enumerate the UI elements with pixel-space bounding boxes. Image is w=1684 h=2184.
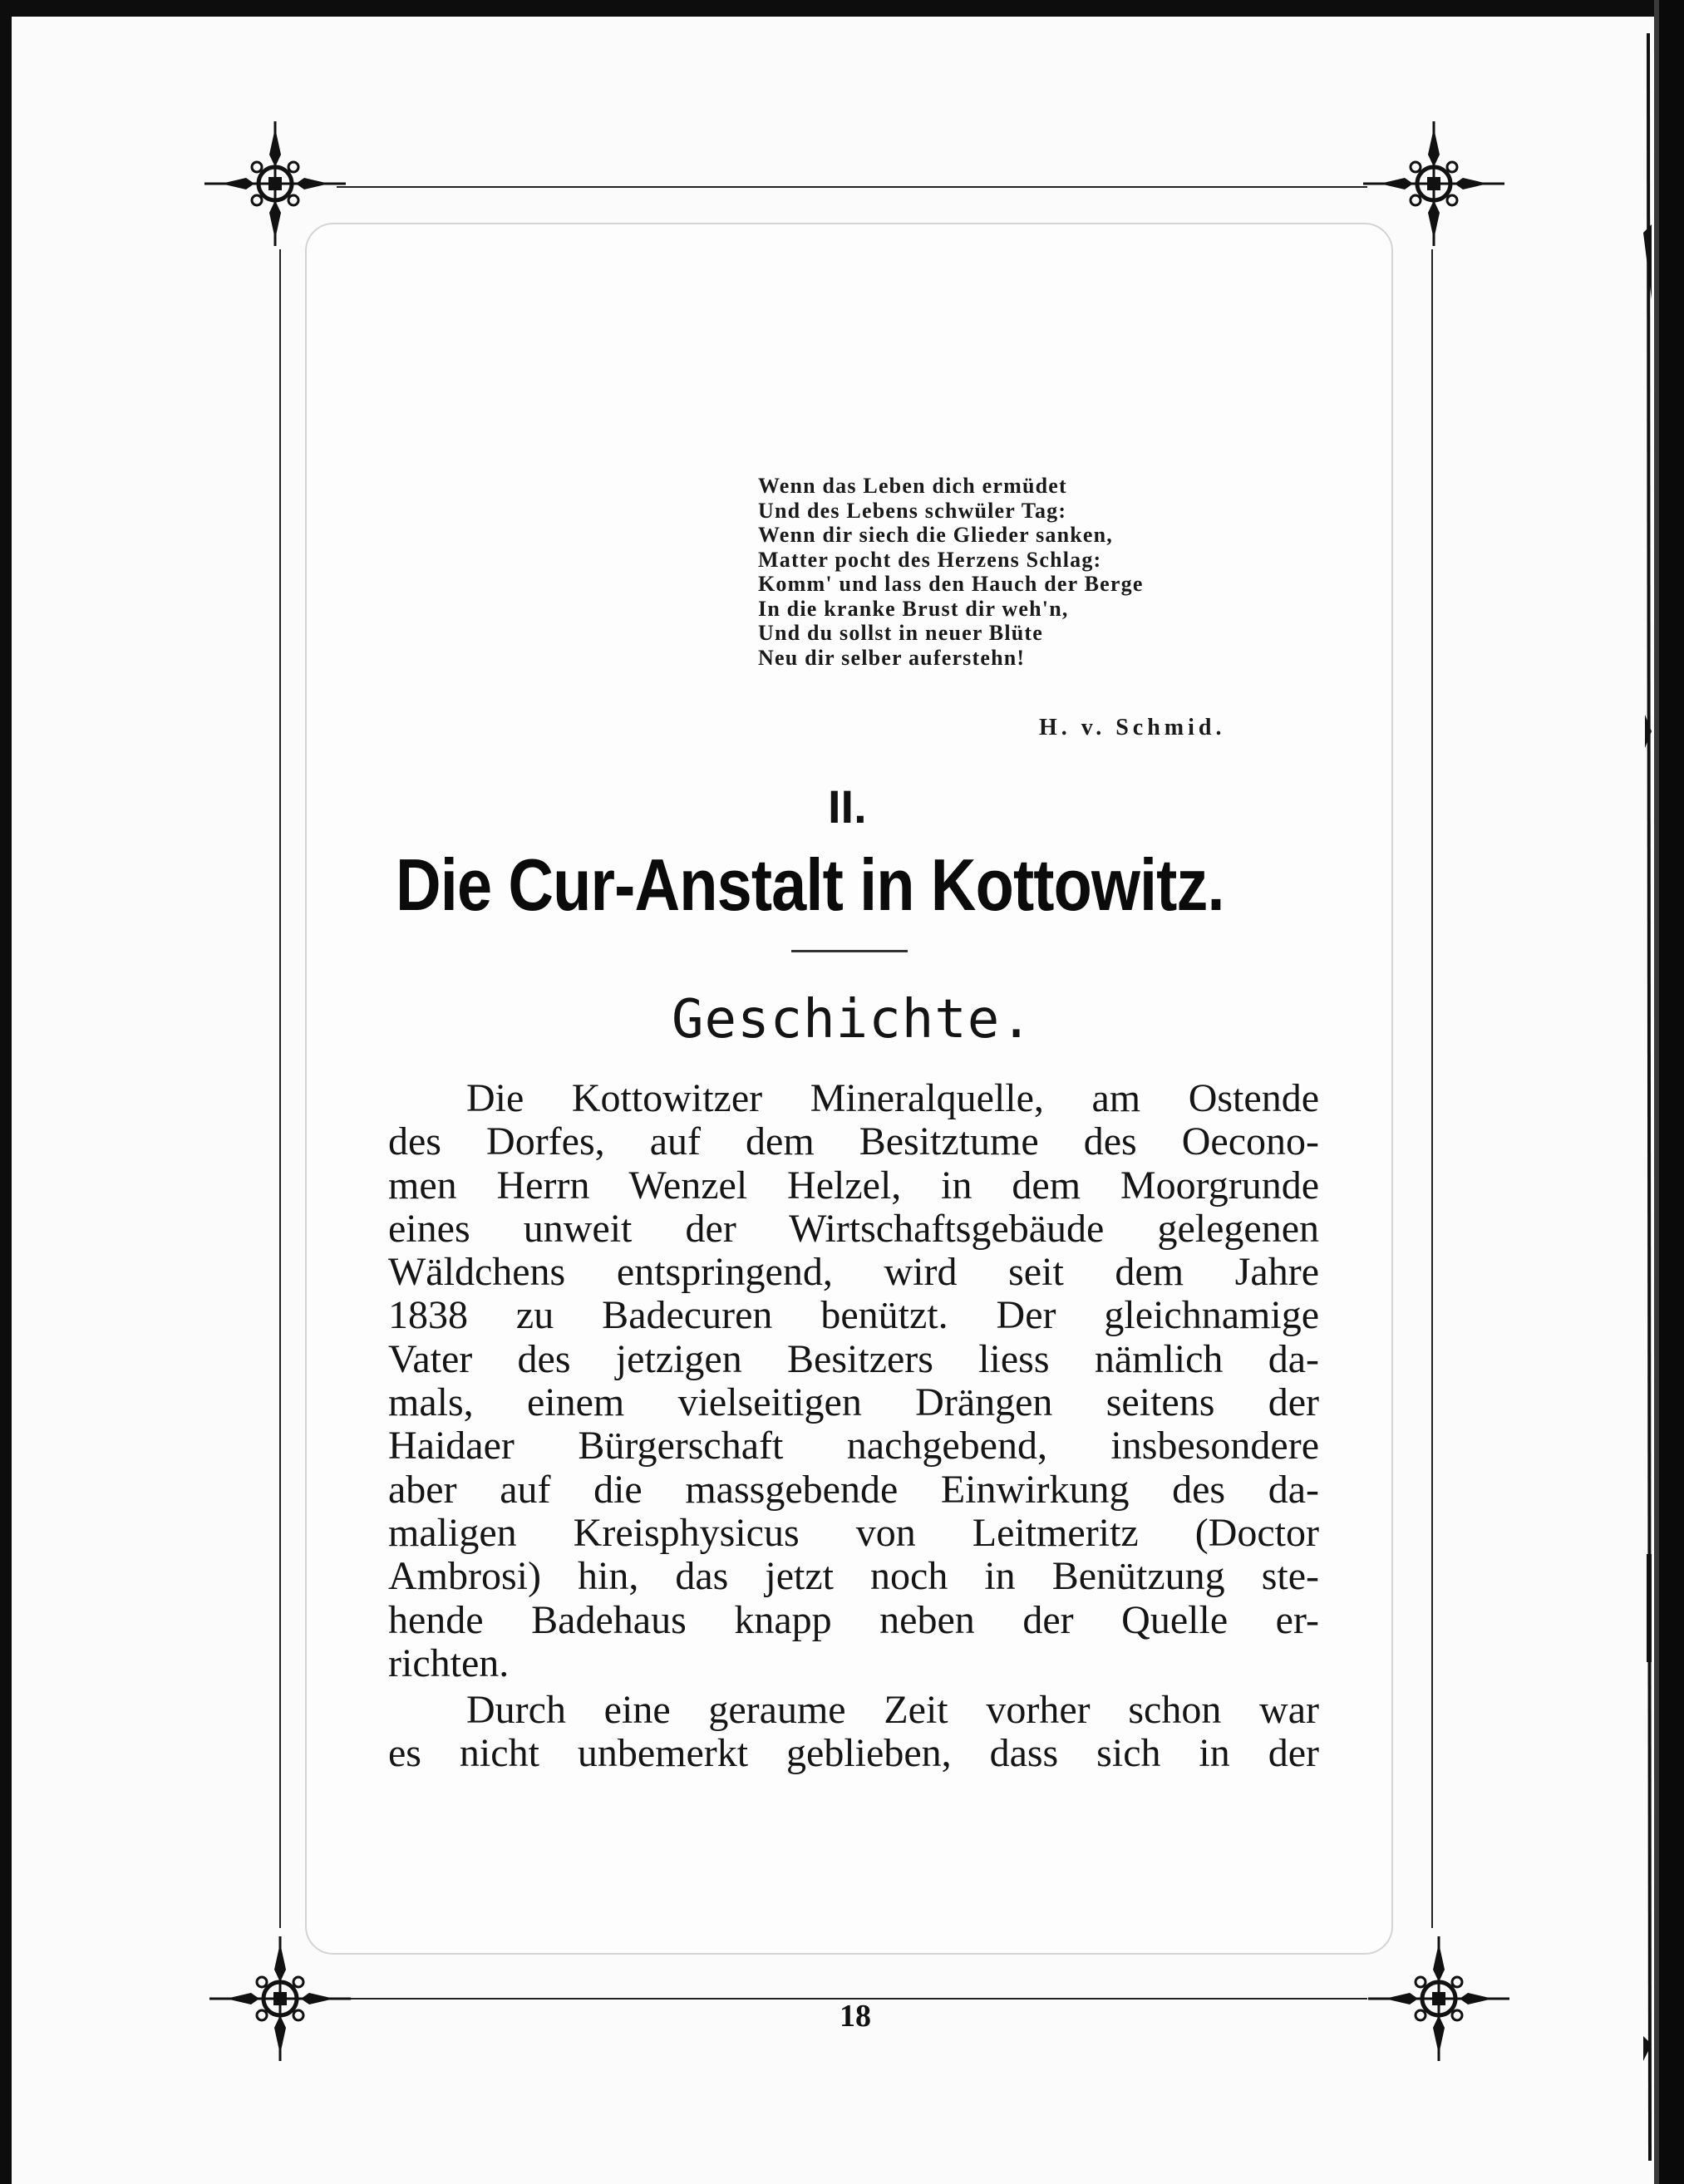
text-line: aber auf die massgebende Einwirkung des da- xyxy=(388,1467,1319,1512)
text-line: Vater des jetzigen Besitzers liess nämlich da- xyxy=(388,1336,1319,1381)
text-line: Wäldchens entspringend, wird seit dem Jahre xyxy=(388,1250,1319,1295)
frame-line-top xyxy=(337,186,1367,188)
frame-line-right xyxy=(1431,249,1433,1928)
chapter-numeral: II. xyxy=(828,780,867,833)
chapter-title: Die Cur-Anstalt in Kottowitz. xyxy=(396,844,1224,926)
text-line: mals, einem vielseitigen Drängen seitens der xyxy=(388,1380,1319,1425)
poem-line: Komm' und lass den Hauch der Berge xyxy=(758,572,1144,596)
text-line: richten. xyxy=(388,1640,510,1685)
corner-ornament-bottom-left xyxy=(209,1936,351,2061)
scan-border-right xyxy=(1659,0,1684,2184)
paragraph-1 xyxy=(388,1077,1319,1685)
poem-line: Wenn das Leben dich ermüdet xyxy=(758,474,1067,498)
text-line: des Dorfes, auf dem Besitztume des Oecono- xyxy=(388,1119,1319,1164)
text-line: es nicht unbemerkt geblieben, dass sich in der xyxy=(388,1731,1319,1776)
scan-border-right-shadow xyxy=(1654,0,1659,2184)
poem-line: Neu dir selber auferstehn! xyxy=(758,645,1026,670)
paragraph-2 xyxy=(388,1689,1319,1776)
epigraph-poem xyxy=(758,474,1307,670)
text-line: Die Kottowitzer Mineralquelle, am Ostende xyxy=(466,1076,1319,1120)
corner-ornament-top-left xyxy=(204,121,346,246)
page-number: 18 xyxy=(840,1999,871,2034)
scan-border-top xyxy=(0,0,1684,17)
poem-line: Und des Lebens schwüler Tag: xyxy=(758,498,1067,523)
poem-author: H. v. Schmid. xyxy=(1039,715,1226,740)
text-line: Ambrosi) hin, das jetzt noch in Benützung ste- xyxy=(388,1554,1319,1599)
poem-line: Und du sollst in neuer Blüte xyxy=(758,621,1044,645)
corner-ornament-top-right xyxy=(1363,121,1504,246)
section-heading: Geschichte. xyxy=(672,989,1033,1050)
text-line: maligen Kreisphysicus von Leitmeritz (Doctor xyxy=(388,1510,1319,1555)
title-divider xyxy=(791,950,908,952)
corner-ornament-bottom-right xyxy=(1368,1936,1509,2061)
poem-line: In die kranke Brust dir weh'n, xyxy=(758,596,1069,621)
text-line: Durch eine geraume Zeit vorher schon war xyxy=(466,1688,1319,1733)
text-line: 1838 zu Badecuren benützt. Der gleichnamige xyxy=(388,1293,1319,1338)
text-line: hende Badehaus knapp neben der Quelle er- xyxy=(388,1597,1319,1642)
frame-line-left xyxy=(279,249,281,1928)
poem-line: Matter pocht des Herzens Schlag: xyxy=(758,547,1102,572)
text-line: eines unweit der Wirtschaftsgebäude gelegenen xyxy=(388,1206,1319,1251)
scan-border-left xyxy=(0,0,12,2184)
text-line: Haidaer Bürgerschaft nachgebend, insbesondere xyxy=(388,1424,1319,1468)
next-page-edge xyxy=(1642,33,1653,2161)
text-line: men Herrn Wenzel Helzel, in dem Moorgrunde xyxy=(388,1163,1319,1208)
body-text xyxy=(388,1077,1319,1776)
poem-line: Wenn dir siech die Glieder sanken, xyxy=(758,523,1114,547)
